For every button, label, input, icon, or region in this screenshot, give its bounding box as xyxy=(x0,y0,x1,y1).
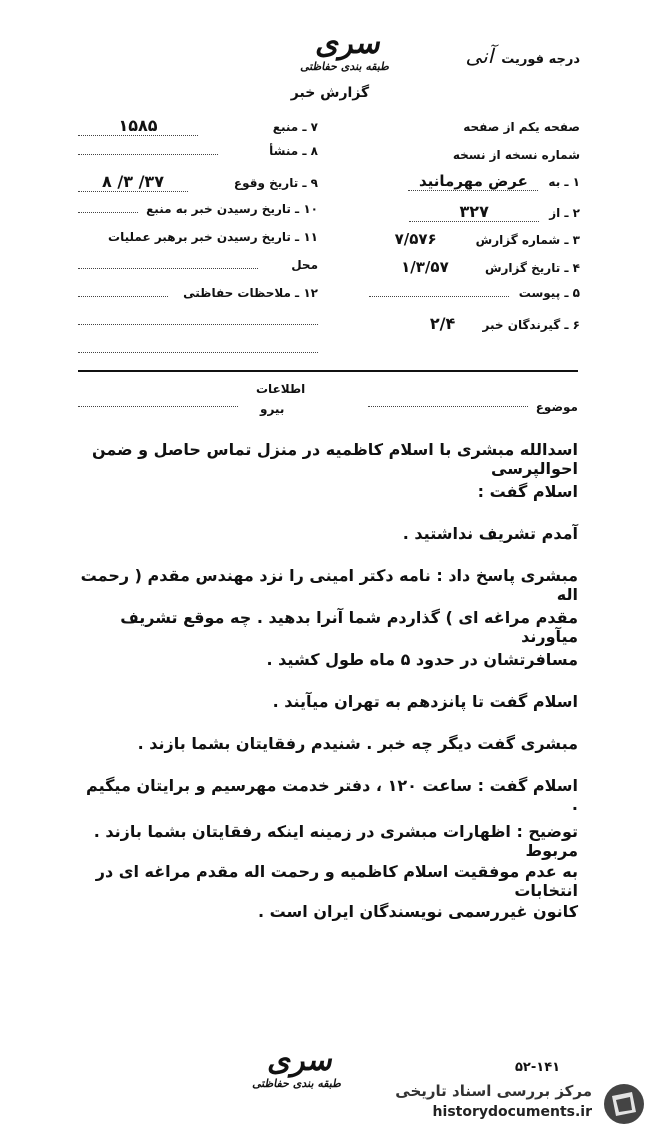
field-origin xyxy=(78,144,318,158)
field-label: ۱۰ ـ تاریخ رسیدن خبر به منبع xyxy=(146,202,318,216)
field-report-number xyxy=(355,230,580,248)
watermark-logo-icon xyxy=(602,1082,646,1126)
field-label: ۳ ـ شماره گزارش xyxy=(475,233,580,247)
field-date-received-leader xyxy=(78,230,318,244)
top-classification-stamp xyxy=(274,28,422,73)
field-value: عرض مهرمانید xyxy=(408,172,538,191)
field-label: ۹ ـ تاریخ وقوع xyxy=(233,176,318,190)
subject-blank-line xyxy=(78,406,238,407)
top-stamp-subtitle: طبقه بندی حفاظتی xyxy=(299,60,391,73)
document-title: گزارش خبر xyxy=(290,85,370,101)
field-value: ۱/۳/۵۷ xyxy=(401,258,449,276)
watermark xyxy=(382,1080,652,1130)
body-line: اسلام گفت تا پانزدهم به تهران میآیند . xyxy=(272,692,578,711)
field-label: محل xyxy=(291,258,318,272)
note-line: به عدم موفقیت اسلام کاظمیه و رحمت اله مقدم مراغه ای در انتخابات xyxy=(95,862,578,900)
body-line: مبشری گفت دیگر چه خبر . شنیدم رفقایتان بشما بازند . xyxy=(137,734,578,753)
field-label: ۱۲ ـ ملاحظات حفاظتی xyxy=(183,286,318,300)
field-location xyxy=(78,258,318,272)
field-value: ۳۲۷ xyxy=(409,202,539,222)
field-value xyxy=(78,154,218,155)
subject-right-bottom: بیرو xyxy=(260,402,285,416)
field-source xyxy=(78,116,318,136)
field-value: ۱۵۸۵ xyxy=(78,116,198,136)
subject-right-top: اطلاعات xyxy=(256,382,306,396)
field-value: ۲/۴ xyxy=(429,314,456,333)
field-value xyxy=(78,296,168,297)
field-label: ۶ ـ گیرندگان خبر xyxy=(482,318,580,332)
field-label: صفحه یکم از صفحه xyxy=(463,120,580,134)
field-copy-number xyxy=(355,144,580,163)
subject-label: موضوع xyxy=(535,400,578,414)
body-line: مسافرتشان در حدود ۵ ماه طول کشید . xyxy=(266,650,578,669)
watermark-url: historydocuments.ir xyxy=(432,1104,592,1120)
body-line: اسلام گفت : xyxy=(477,482,578,501)
urgency-hand-value: آنی xyxy=(465,44,494,68)
watermark-title: مرکز بررسی اسناد تاریخی xyxy=(395,1082,592,1100)
bottom-classification-stamp xyxy=(241,1045,359,1090)
subject-blank-line xyxy=(368,406,528,407)
note-line: کانون غیررسمی نویسندگان ایران است . xyxy=(257,902,578,921)
field-attachment xyxy=(355,286,580,300)
field-event-date xyxy=(78,172,318,192)
field-label: ۷ ـ منبع xyxy=(272,120,318,134)
field-label: ۱۱ ـ تاریخ رسیدن خبر برهبر عملیات xyxy=(108,230,318,244)
field-value: ۷/۵۷۶ xyxy=(394,230,437,248)
top-stamp-text: سری xyxy=(313,26,385,61)
note-line: توضیح : اظهارات مبشری در زمینه اینکه رفقایتان بشما بازند . مربوط xyxy=(93,822,578,860)
field-date-received-source xyxy=(78,202,318,216)
field-label: ۲ ـ از xyxy=(549,206,580,220)
field-label: ۴ ـ تاریخ گزارش xyxy=(484,261,580,275)
field-label: ۱ ـ به xyxy=(548,175,580,189)
body-line: اسلام گفت : ساعت ۱۲۰ ، دفتر خدمت مهرسیم و برایتان میگیم . xyxy=(86,776,578,814)
body-line: مبشری پاسخ داد : نامه دکتر امینی را نزد مهندس مقدم ( رحمت اله xyxy=(80,566,578,604)
body-line: آمدم تشریف نداشتید . xyxy=(402,524,578,543)
blank-line xyxy=(78,324,318,325)
body-line: مقدم مراغه ای ) گذاردم شما آنرا بدهید . چه موقع تشریف میآورند xyxy=(120,608,578,646)
urgency-label: درجه فوریت xyxy=(501,52,580,67)
field-recipients xyxy=(355,314,580,333)
field-label: ۸ ـ منشأ xyxy=(269,144,318,158)
field-to xyxy=(355,172,580,191)
document-number: ۵۲-۱۴۱ xyxy=(515,1060,561,1075)
bottom-stamp-subtitle: طبقه بندی حفاظتی xyxy=(251,1077,343,1090)
section-divider xyxy=(78,370,578,372)
body-line: اسدالله مبشری با اسلام کاظمیه در منزل تماس حاصل و ضمن احوالپرسی xyxy=(91,440,578,478)
field-security-notes xyxy=(78,286,318,300)
field-from xyxy=(355,202,580,222)
field-page xyxy=(355,116,580,135)
bottom-stamp-text: سری xyxy=(265,1043,337,1078)
field-value xyxy=(78,268,258,269)
field-value xyxy=(78,212,138,213)
urgency-row xyxy=(440,44,580,68)
field-value xyxy=(369,296,509,297)
field-value: ۳۷/ ۳/ ۸ xyxy=(78,172,188,192)
field-report-date xyxy=(355,258,580,276)
field-label: ۵ ـ پیوست xyxy=(518,286,580,300)
blank-line xyxy=(78,352,318,353)
subject-section xyxy=(78,380,578,420)
field-label: شماره نسخه از نسخه xyxy=(452,148,580,162)
